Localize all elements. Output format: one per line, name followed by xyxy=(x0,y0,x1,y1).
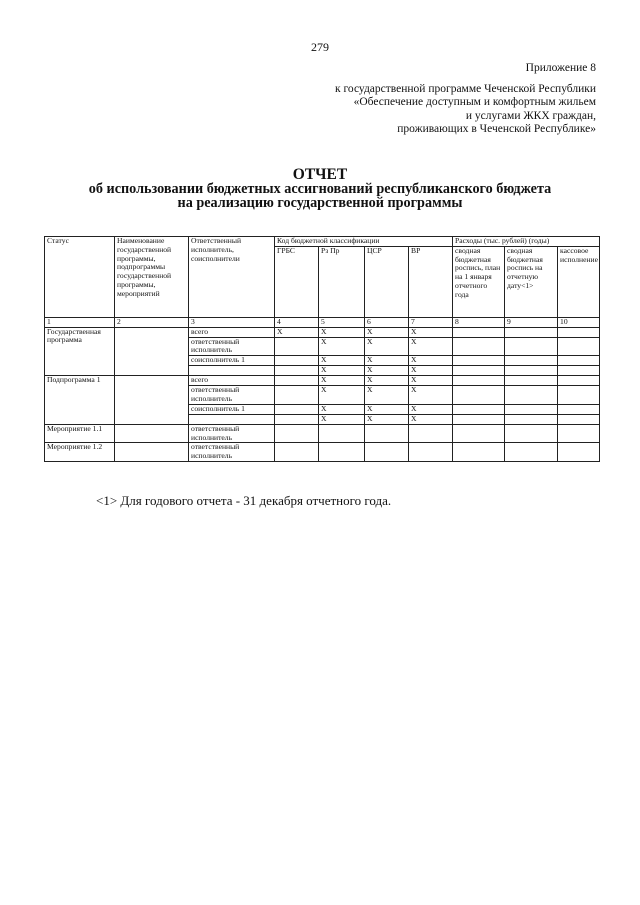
cash-cell xyxy=(558,424,600,443)
vr-cell: X xyxy=(409,327,453,337)
appendix-line: «Обеспечение доступным и комфортным жильем xyxy=(353,96,596,108)
cash-cell xyxy=(558,386,600,405)
column-number: 7 xyxy=(409,317,453,327)
executor-cell: ответственный исполнитель xyxy=(189,443,275,462)
status-cell: Подпрограмма 1 xyxy=(45,376,115,425)
executor-cell: ответственный исполнитель xyxy=(189,337,275,356)
grbs-cell xyxy=(275,443,319,462)
header-status: Статус xyxy=(45,237,115,318)
rzpr-cell: X xyxy=(319,327,365,337)
column-number: 6 xyxy=(365,317,409,327)
header-plan-jan1: сводная бюджетная роспись, план на 1 января отчетного года xyxy=(453,246,505,317)
cash-cell xyxy=(558,366,600,376)
csr-cell: X xyxy=(365,404,409,414)
executor-cell: ответственный исполнитель xyxy=(189,386,275,405)
header-expenses: Расходы (тыс. рублей) (годы) xyxy=(453,237,600,247)
executor-cell: соисполнитель 1 xyxy=(189,356,275,366)
rzpr-cell: X xyxy=(319,386,365,405)
column-number: 3 xyxy=(189,317,275,327)
status-cell: Мероприятие 1.1 xyxy=(45,424,115,443)
plan-date-cell xyxy=(505,404,558,414)
column-number: 10 xyxy=(558,317,600,327)
rzpr-cell: X xyxy=(319,337,365,356)
plan-jan1-cell xyxy=(453,404,505,414)
page-number: 279 xyxy=(311,40,329,54)
vr-cell: X xyxy=(409,404,453,414)
csr-cell xyxy=(365,443,409,462)
header-vr: ВР xyxy=(409,246,453,317)
cash-cell xyxy=(558,337,600,356)
vr-cell: X xyxy=(409,414,453,424)
status-cell: Государственная программа xyxy=(45,327,115,376)
grbs-cell xyxy=(275,424,319,443)
rzpr-cell: X xyxy=(319,404,365,414)
column-number: 1 xyxy=(45,317,115,327)
header-plan-date: сводная бюджетная роспись на отчетную дату<1> xyxy=(505,246,558,317)
plan-jan1-cell xyxy=(453,376,505,386)
table-row xyxy=(45,376,600,386)
report-title: ОТЧЕТ xyxy=(292,166,348,183)
status-cell: Мероприятие 1.2 xyxy=(45,443,115,462)
column-number: 4 xyxy=(275,317,319,327)
column-number: 8 xyxy=(453,317,505,327)
cash-cell xyxy=(558,327,600,337)
rzpr-cell: X xyxy=(319,414,365,424)
cash-cell xyxy=(558,404,600,414)
column-number: 5 xyxy=(319,317,365,327)
cash-cell xyxy=(558,356,600,366)
plan-jan1-cell xyxy=(453,414,505,424)
vr-cell: X xyxy=(409,376,453,386)
csr-cell xyxy=(365,424,409,443)
table-row xyxy=(45,327,600,337)
plan-date-cell xyxy=(505,376,558,386)
csr-cell: X xyxy=(365,366,409,376)
plan-jan1-cell xyxy=(453,327,505,337)
grbs-cell: X xyxy=(275,327,319,337)
plan-date-cell xyxy=(505,424,558,443)
csr-cell: X xyxy=(365,337,409,356)
csr-cell: X xyxy=(365,376,409,386)
header-csr: ЦСР xyxy=(365,246,409,317)
grbs-cell xyxy=(275,366,319,376)
plan-date-cell xyxy=(505,414,558,424)
plan-date-cell xyxy=(505,327,558,337)
name-cell xyxy=(115,443,189,462)
appendix-line: и услугами ЖКХ граждан, xyxy=(465,109,596,122)
executor-cell: соисполнитель 1 xyxy=(189,404,275,414)
rzpr-cell: X xyxy=(319,356,365,366)
csr-cell: X xyxy=(365,356,409,366)
appendix-label: Приложение 8 xyxy=(525,62,596,74)
plan-date-cell xyxy=(505,366,558,376)
header-name: Наименование государственной программы, подпрограммы государственной программы, мероприятий xyxy=(115,237,189,318)
appendix-line: к государственной программе Чеченской Республики xyxy=(335,82,596,95)
plan-date-cell xyxy=(505,356,558,366)
plan-jan1-cell xyxy=(453,356,505,366)
grbs-cell xyxy=(275,414,319,424)
header-budget-code: Код бюджетной классификации xyxy=(275,237,453,247)
header-executor: Ответственный исполнитель, соисполнители xyxy=(189,237,275,318)
footnote: <1> Для годового отчета - 31 декабря отчетного года. xyxy=(96,493,392,508)
vr-cell xyxy=(409,443,453,462)
csr-cell: X xyxy=(365,414,409,424)
executor-cell: ответственный исполнитель xyxy=(189,424,275,443)
appendix-block xyxy=(335,62,596,137)
plan-date-cell xyxy=(505,443,558,462)
column-number-row xyxy=(45,317,600,327)
cash-cell xyxy=(558,443,600,462)
executor-cell: всего xyxy=(189,376,275,386)
rzpr-cell: X xyxy=(319,376,365,386)
cash-cell xyxy=(558,376,600,386)
rzpr-cell xyxy=(319,443,365,462)
report-subtitle: об использовании бюджетных ассигнований республиканского бюджета на реализацию государственной программы xyxy=(88,181,552,211)
header-cash: кассовое исполнение xyxy=(558,246,600,317)
report-table xyxy=(44,236,600,462)
table-row xyxy=(45,424,600,443)
executor-cell xyxy=(189,414,275,424)
grbs-cell xyxy=(275,386,319,405)
name-cell xyxy=(115,376,189,425)
grbs-cell xyxy=(275,376,319,386)
grbs-cell xyxy=(275,337,319,356)
csr-cell: X xyxy=(365,386,409,405)
plan-jan1-cell xyxy=(453,386,505,405)
cash-cell xyxy=(558,414,600,424)
vr-cell: X xyxy=(409,356,453,366)
column-number: 2 xyxy=(115,317,189,327)
grbs-cell xyxy=(275,356,319,366)
vr-cell: X xyxy=(409,386,453,405)
name-cell xyxy=(115,424,189,443)
plan-date-cell xyxy=(505,337,558,356)
rzpr-cell: X xyxy=(319,366,365,376)
plan-jan1-cell xyxy=(453,337,505,356)
executor-cell xyxy=(189,366,275,376)
column-number: 9 xyxy=(505,317,558,327)
vr-cell: X xyxy=(409,366,453,376)
vr-cell: X xyxy=(409,337,453,356)
csr-cell: X xyxy=(365,327,409,337)
name-cell xyxy=(115,327,189,376)
header-grbs: ГРБС xyxy=(275,246,319,317)
rzpr-cell xyxy=(319,424,365,443)
header-rzpr: Рз Пр xyxy=(319,246,365,317)
grbs-cell xyxy=(275,404,319,414)
vr-cell xyxy=(409,424,453,443)
plan-jan1-cell xyxy=(453,424,505,443)
plan-date-cell xyxy=(505,386,558,405)
plan-jan1-cell xyxy=(453,443,505,462)
appendix-line: проживающих в Чеченской Республике» xyxy=(397,123,596,135)
executor-cell: всего xyxy=(189,327,275,337)
plan-jan1-cell xyxy=(453,366,505,376)
table-row xyxy=(45,443,600,462)
